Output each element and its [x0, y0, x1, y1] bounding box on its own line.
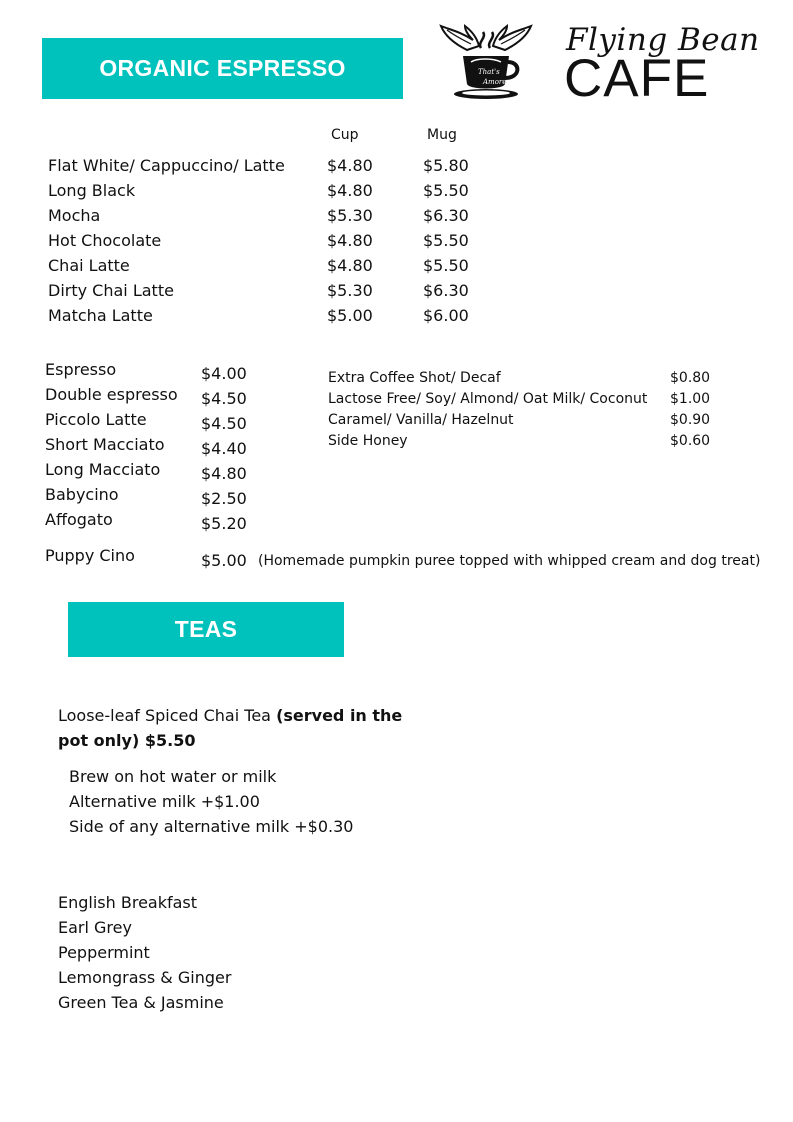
drink-names [48, 153, 285, 328]
extra-price: $0.90 [670, 412, 711, 428]
extra-name: Lactose Free/ Soy/ Almond/ Oat Milk/ Coconut [328, 391, 648, 407]
drink-name: Flat White/ Cappuccino/ Latte [48, 156, 285, 175]
short-drink-name: Double espresso [45, 385, 178, 404]
chai-options [69, 764, 353, 839]
short-drink-price: $4.40 [201, 439, 247, 458]
short-drink-price: $4.50 [201, 414, 247, 433]
short-drink-prices [201, 361, 247, 536]
brand-cafe-name: CAFE [564, 49, 710, 108]
cup-price: $5.00 [327, 306, 373, 325]
extra-price: $0.80 [670, 370, 711, 386]
mug-price: $5.50 [423, 256, 469, 275]
short-drink-name: Affogato [45, 510, 113, 529]
extra-price: $0.60 [670, 433, 711, 449]
chai-tea-line-1 [58, 703, 402, 728]
chai-option: Side of any alternative milk +$0.30 [69, 817, 354, 836]
cup-price: $4.80 [327, 231, 373, 250]
drink-mug-prices [423, 153, 469, 328]
puppy-cino-note: (Homemade pumpkin puree topped with whipped cream and dog treat) [258, 553, 761, 569]
extra-names [328, 368, 647, 452]
puppy-cino-price: $5.00 [201, 551, 247, 570]
mug-price: $5.50 [423, 181, 469, 200]
mug-price: $6.30 [423, 206, 469, 225]
chai-tea-note-bold: (served in the [276, 706, 403, 725]
chai-tea-line-2: pot only) $5.50 [58, 731, 196, 750]
tea-item: Lemongrass & Ginger [58, 968, 232, 987]
mug-price: $5.50 [423, 231, 469, 250]
short-drink-names [45, 357, 178, 532]
drink-name: Dirty Chai Latte [48, 281, 174, 300]
short-drink-price: $5.20 [201, 514, 247, 533]
cafe-logo-cup-icon [437, 22, 535, 102]
cup-price: $4.80 [327, 256, 373, 275]
short-drink-name: Long Macciato [45, 460, 161, 479]
short-drink-price: $4.00 [201, 364, 247, 383]
mug-price: $5.80 [423, 156, 469, 175]
cup-price: $4.80 [327, 181, 373, 200]
puppy-cino-name: Puppy Cino [45, 546, 135, 565]
cup-price: $5.30 [327, 206, 373, 225]
section-title-espresso: ORGANIC ESPRESSO [42, 38, 403, 99]
drink-name: Hot Chocolate [48, 231, 162, 250]
chai-tea-name: Loose-leaf Spiced Chai Tea [58, 706, 277, 725]
tea-item: Earl Grey [58, 918, 132, 937]
col-header-mug: Mug [427, 127, 457, 143]
tea-item: Green Tea & Jasmine [58, 993, 224, 1012]
short-drink-name: Piccolo Latte [45, 410, 147, 429]
mug-price: $6.30 [423, 281, 469, 300]
short-drink-name: Babycino [45, 485, 119, 504]
tea-item: English Breakfast [58, 893, 198, 912]
extra-price: $1.00 [670, 391, 711, 407]
short-drink-name: Espresso [45, 360, 117, 379]
tea-list [58, 890, 231, 1015]
extra-name: Extra Coffee Shot/ Decaf [328, 370, 501, 386]
chai-option: Alternative milk +$1.00 [69, 792, 260, 811]
cup-price: $5.30 [327, 281, 373, 300]
drink-name: Matcha Latte [48, 306, 153, 325]
short-drink-price: $2.50 [201, 489, 247, 508]
chai-option: Brew on hot water or milk [69, 767, 277, 786]
short-drink-name: Short Macciato [45, 435, 165, 454]
extra-name: Caramel/ Vanilla/ Hazelnut [328, 412, 514, 428]
short-drink-price: $4.50 [201, 389, 247, 408]
extra-prices [670, 368, 710, 452]
brand-script-name: Flying Bean [566, 22, 760, 58]
logo-cup-text-1: That's [478, 68, 500, 76]
logo-cup-text-2: Amore [483, 78, 507, 86]
cup-price: $4.80 [327, 156, 373, 175]
section-title-teas: TEAS [68, 602, 344, 657]
drink-name: Long Black [48, 181, 136, 200]
extra-name: Side Honey [328, 433, 408, 449]
mug-price: $6.00 [423, 306, 469, 325]
drink-cup-prices [327, 153, 373, 328]
drink-name: Mocha [48, 206, 101, 225]
short-drink-price: $4.80 [201, 464, 247, 483]
col-header-cup: Cup [331, 127, 359, 143]
drink-name: Chai Latte [48, 256, 130, 275]
tea-item: Peppermint [58, 943, 150, 962]
